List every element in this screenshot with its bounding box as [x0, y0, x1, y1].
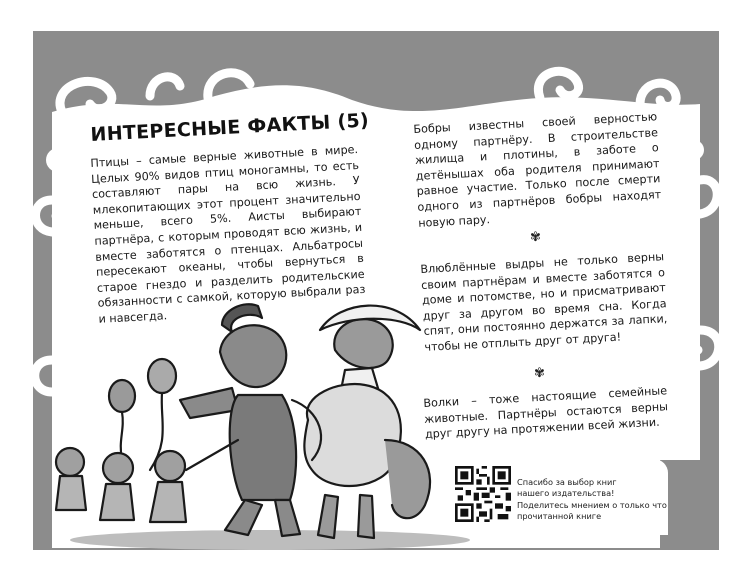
share-opinion-text: Поделитесь мнением о только что прочитанной книге: [517, 500, 667, 521]
wolves-paragraph: Волки – тоже настоящие семейные животные. Партнёры остаются верны друг другу на протяжении всей жизни.: [423, 384, 669, 442]
flower-ornament-icon: ✾: [534, 366, 545, 381]
otters-block: [420, 249, 669, 355]
thanks-text: Спасибо за выбор книг нашего издательства!: [517, 477, 617, 498]
left-paragraph: [90, 142, 367, 327]
flower-ornament-icon: ✾: [530, 230, 541, 245]
otters-paragraph: Влюблённые выдры не только верны своим партнёрам и вместе заботятся о доме и потомстве, но и присматривают друг за другом во время сна. Когда спят, они постоянно держатся за лапки, чтобы не отплыть друг от друга!: [420, 250, 668, 354]
qr-code-icon[interactable]: [455, 466, 511, 522]
birds-paragraph: Птицы – самые верные животные в мире. Целых 90% видов птиц моногамны, то есть составляют пары на всю жизнь. У млекопитающих этот процент значительно меньше, всего 5%. Аисты выбирают партнёра, с которым проводят всю жизнь, и вместе заботятся о птенцах. Альбатросы пересекают океаны, чтобы вернуться в старое гнездо и разделить родительские обязанности с самкой, которую выбрали раз и навсегда.: [90, 142, 366, 326]
beavers-paragraph: Бобры известны своей верностью одному партнёру. В строительстве жилища и плотины, в заботе о детёнышах оба родителя принимают равное участие. Только после смерти одного из партнёров бобры находят новую пару.: [413, 110, 662, 230]
page-title: ИНТЕРЕСНЫЕ ФАКТЫ (5): [90, 109, 370, 146]
beavers-block: [413, 109, 662, 231]
